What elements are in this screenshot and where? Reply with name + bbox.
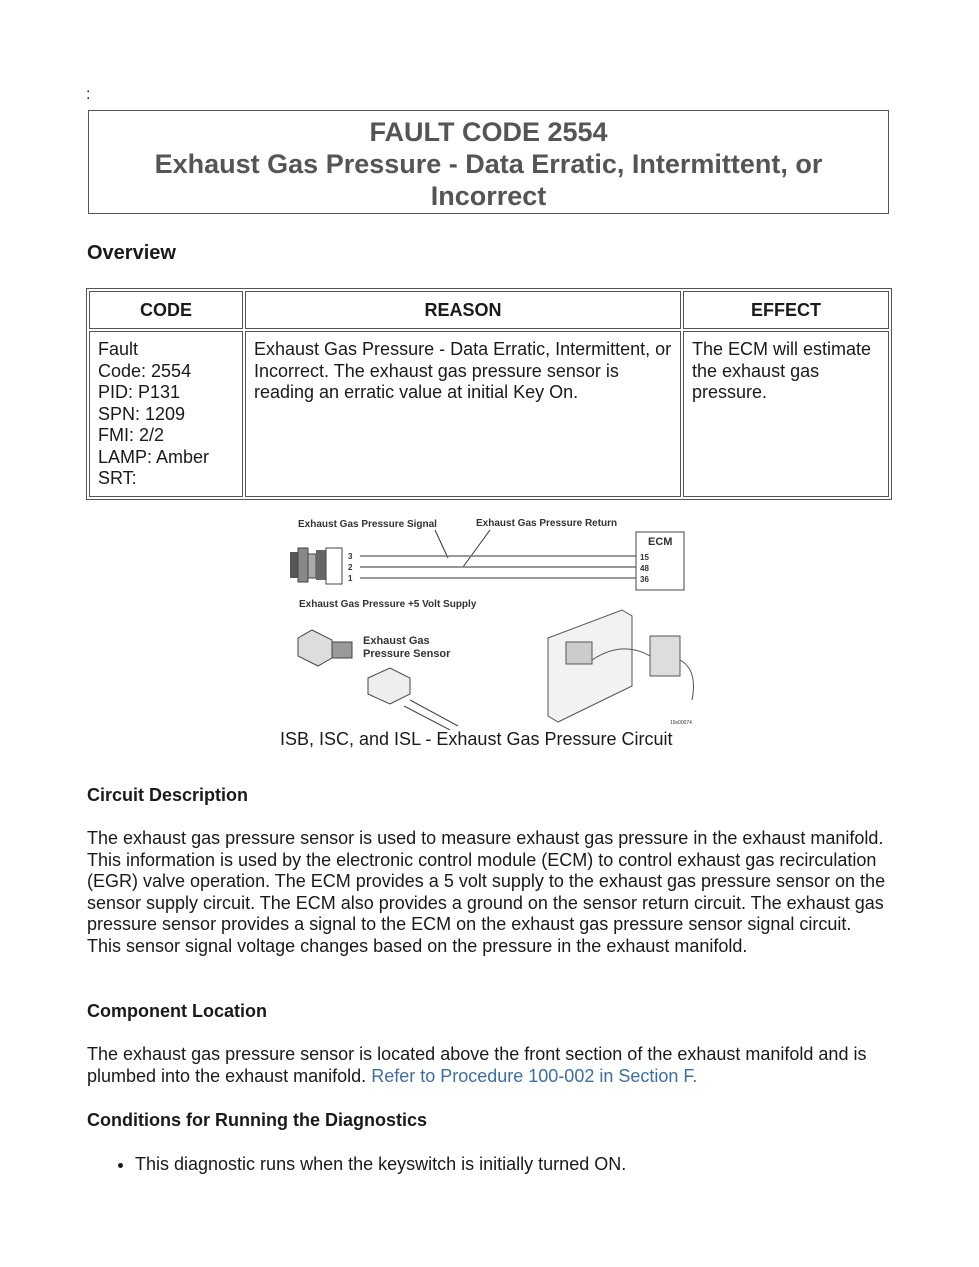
- sensor-label: Exhaust Gas: [363, 635, 430, 647]
- circuit-description-heading: Circuit Description: [87, 785, 249, 805]
- code-line: Fault: [98, 339, 139, 359]
- title-box: [88, 110, 889, 214]
- code-line: PID: P131: [98, 382, 181, 402]
- conditions-list: [87, 1153, 626, 1175]
- code-line: Code: 2554: [98, 360, 192, 381]
- code-line: SPN: 1209: [98, 403, 186, 424]
- list-item: • This diagnostic runs when the keyswitch is initially turned ON.: [135, 1153, 626, 1175]
- ecm-label: ECM: [648, 536, 673, 548]
- fault-description-title: Exhaust Gas Pressure - Data Erratic, Intermittent, or Incorrect: [154, 149, 823, 211]
- fault-table: [86, 288, 892, 500]
- circuit-description-text: The exhaust gas pressure sensor is used to measure exhaust gas pressure in the exhaust manifold. This information is used by the electronic control module (ECM) to control exhaust gas recirculation (EGR) valve operation. The ECM provides a 5 volt supply to the exhaust gas pressure sensor on the sensor supply circuit. The ECM also provides a ground on the sensor return circuit. The exhaust gas pressure sensor provides a signal to the ECM on the exhaust gas pressure sensor signal circuit. This sensor signal voltage changes based on the pressure in the exhaust manifold.: [87, 828, 886, 956]
- leader-return: [463, 530, 490, 567]
- connector-shape: [290, 548, 342, 584]
- code-line: FMI: 2/2: [98, 425, 165, 445]
- label-signal: Exhaust Gas Pressure Signal: [298, 519, 437, 530]
- component-location-text: The exhaust gas pressure sensor is located above the front section of the exhaust manifold and is plumbed into the exhaust manifold.: [87, 1044, 867, 1086]
- label-return: Exhaust Gas Pressure Return: [476, 518, 618, 529]
- sensor-label: Pressure Sensor: [363, 648, 451, 660]
- code-line: LAMP: Amber: [98, 446, 210, 467]
- component-location-heading: Component Location: [87, 1001, 267, 1021]
- figure-caption: ISB, ISC, and ISL - Exhaust Gas Pressure Circuit: [280, 729, 673, 749]
- overview-heading: Overview: [87, 242, 176, 264]
- connector-pin: 3: [348, 552, 353, 561]
- prefix-colon: :: [86, 86, 91, 103]
- connector-pin: 2: [348, 563, 353, 572]
- header-reason: REASON: [245, 291, 681, 329]
- ecm-pin: 15: [640, 553, 649, 562]
- conditions-heading: Conditions for Running the Diagnostics: [87, 1110, 427, 1130]
- code-cell: [89, 331, 243, 497]
- header-code: CODE: [89, 291, 243, 329]
- circuit-diagram: [280, 510, 700, 730]
- header-effect: EFFECT: [683, 291, 889, 329]
- reason-cell: Exhaust Gas Pressure - Data Erratic, Intermittent, or Incorrect. The exhaust gas pressure sensor is reading an erratic value at initial Key On.: [245, 331, 681, 497]
- label-supply: Exhaust Gas Pressure +5 Volt Supply: [299, 599, 477, 610]
- ecm-module-shape: [548, 610, 694, 722]
- part-number: 19s00074: [670, 720, 692, 726]
- code-line: SRT:: [98, 468, 137, 488]
- connector-pin: 1: [348, 574, 353, 583]
- ecm-pin: 48: [640, 564, 649, 573]
- fault-code-title: FAULT CODE 2554: [369, 117, 608, 147]
- procedure-link[interactable]: Refer to Procedure 100-002 in Section F.: [371, 1065, 698, 1086]
- ecm-pin: 36: [640, 575, 649, 584]
- component-location-paragraph: [87, 1044, 887, 1087]
- leader-signal: [435, 530, 448, 558]
- effect-cell: The ECM will estimate the exhaust gas pressure.: [683, 331, 889, 497]
